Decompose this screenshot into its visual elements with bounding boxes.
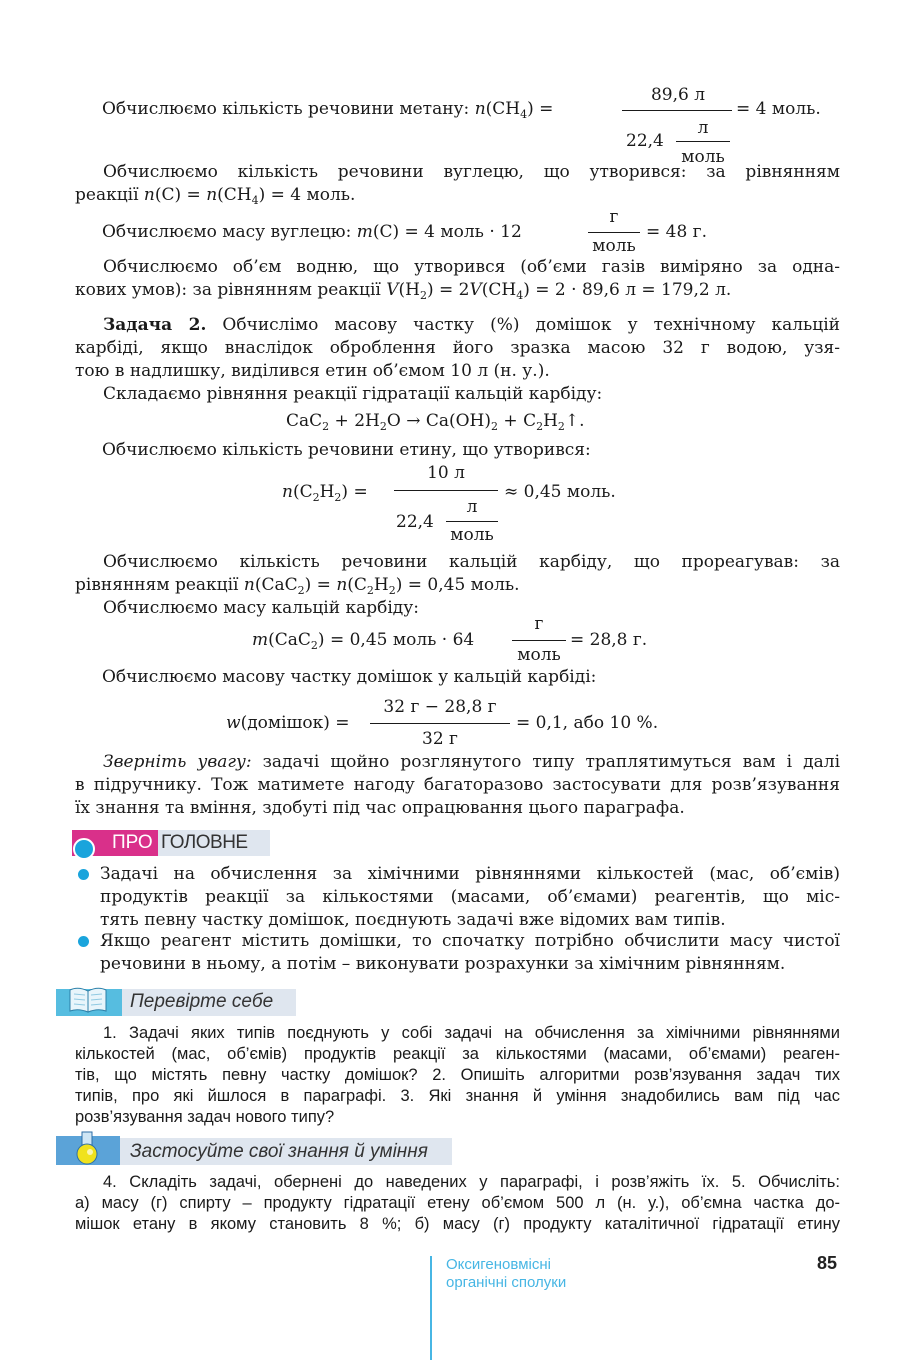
check-text [75, 1023, 840, 1128]
methane-lead [102, 99, 553, 119]
impurity-lhs: w(домішок) = [226, 713, 350, 733]
apply-text [75, 1172, 840, 1235]
ethyne-den-num: л [466, 497, 478, 517]
summary-bullet2 [100, 930, 840, 976]
ethyne-den-a: 22,4 [396, 512, 434, 532]
footer-divider [430, 1256, 432, 1360]
apply-line2: а) масу (г) спирту – продукту гідратації етену об’ємом 500 л (н. у.), об’ємна частка до- [75, 1194, 840, 1212]
methane-den-den: моль [681, 147, 725, 167]
summary-b1-line1: Задачі на обчислення за хімічними рівняннями кількостей (мас, об’ємів) [100, 864, 840, 884]
impurity-bar [370, 723, 510, 724]
methane-lhs: $n(CH_4)$ = [474, 99, 554, 121]
task2-line6: Обчислюємо кількість речовини кальцій карбіду, що прореагував: за [103, 552, 840, 572]
apply-title: Застосуйте свої знання й уміння [130, 1141, 428, 1162]
summary-b2-line2: речовини в ньому, а потім – виконувати розрахунки за хімічним рівнянням. [100, 954, 786, 974]
check-line3: тів, що містять певну частку домішок? 2. Опишіть алгоритми розв’язування задач тих [75, 1066, 840, 1084]
task2-line4: Складаємо рівняння реакції гідратації кальцій карбіду: [103, 384, 603, 404]
carbon-mass-num: г [609, 207, 619, 227]
note-paragraph [75, 751, 840, 820]
check-line1: 1. Задачі яких типів поєднують у собі задачі на обчислення за хімічними рівняннями [103, 1024, 840, 1042]
note-emphasis: Зверніть увагу: [103, 752, 252, 772]
ethyne-bar [394, 490, 498, 491]
carbon-amount-line1: Обчислюємо кількість речовини вуглецю, що утворився: за рівнянням [103, 162, 840, 182]
task2-line7: рівнянням реакції $n(CaC_2) = n(C_2H_2) = 0,45$ моль. [75, 575, 520, 597]
note-line3: їх знання та вміння, здобуті під час опрацювання цього параграфа. [75, 798, 685, 818]
note-line2: в підручнику. Тож матимете нагоду багаторазово застосувати для розв’язування [75, 775, 840, 795]
page-number: 85 [817, 1253, 838, 1273]
carbon-mass-bar [588, 232, 640, 233]
methane-result: = 4 моль. [736, 99, 821, 119]
bullet-2-icon [78, 936, 89, 947]
task2-paragraph [75, 314, 840, 406]
hydrogen-line2: кових умов): за рівнянням реакції $V(H_2) = 2V(CH_4) = 2 \cdot 89,6$ л = 179,2 л. [75, 280, 732, 302]
carbide-mass-num: г [534, 614, 544, 634]
task2-title: Задача 2. [103, 315, 207, 335]
carbon-mass-lead: Обчислюємо масу вуглецю: m(C) = 4 моль · 12 [102, 222, 522, 242]
bullet-1-icon [78, 869, 89, 880]
carbide-mass-bar [512, 640, 566, 641]
apply-line1: 4. Складіть задачі, обернені до наведених у параграфі, і розв’яжіть їх. 5. Обчисліть: [103, 1173, 840, 1191]
task2-line8: Обчислюємо масу кальцій карбіду: [103, 598, 419, 618]
note-line1: Зверніть увагу: задачі щойно розглянутого типу траплятимуться вам і далі [103, 752, 841, 772]
ethyne-den-den: моль [450, 525, 494, 545]
methane-denominator-a: 22,4 [626, 131, 664, 151]
impurity-den: 32 г [422, 729, 458, 749]
impurity-result: = 0,1, або 10 %. [516, 713, 659, 733]
methane-numerator: 89,6 л [650, 85, 706, 105]
task2-line1: Задача 2. Обчислімо масову частку (%) домішок у технічному кальцій [103, 315, 840, 335]
summary-b1-line3: тять певну частку домішок, поєднують задачі вже відомих вам типів. [100, 910, 726, 930]
carbon-amount-paragraph [75, 161, 840, 207]
carbon-amount-line2: реакції $n(C) = n(CH_4) = 4$ моль. [75, 185, 356, 207]
hydrogen-line1: Обчислюємо об’єм водню, що утворився (об’єми газів виміряно за одна- [103, 257, 840, 277]
check-title: Перевірте себе [130, 991, 274, 1012]
task2-line3: тою в надлишку, виділився етин об’ємом 10 л (н. у.). [75, 361, 550, 381]
methane-den-bar [676, 141, 730, 142]
ethyne-den-bar [446, 521, 498, 522]
summary-pro: ПРО [112, 832, 153, 853]
summary-bullet1 [100, 863, 840, 932]
carbide-mass-result: = 28,8 г. [570, 630, 648, 650]
methane-fraction-bar [622, 110, 732, 111]
apply-line3: мішок етану в якому становить 8 %; б) масу (г) продукту каталітичної гідратації етину [75, 1215, 840, 1233]
methane-lead-text: Обчислюємо кількість речовини метану: [102, 99, 475, 119]
summary-title: ГОЛОВНЕ [161, 832, 248, 853]
check-line5: розв’язування задач нового типу? [75, 1108, 335, 1126]
summary-b2-line1: Якщо реагент містить домішки, то спочатку потрібно обчислити масу чистої [100, 931, 840, 951]
methane-den-num: л [697, 118, 709, 138]
summary-b1-line2: продуктів реакції за кількостями (масами, об’ємами) реагентів, що міс- [100, 887, 840, 907]
flask-icon [56, 1130, 120, 1165]
hydrogen-paragraph [75, 256, 840, 302]
carbon-mass-den: моль [592, 236, 636, 256]
task2-carbide-paragraph [75, 551, 840, 620]
footer-section-line2: органічні сполуки [446, 1274, 567, 1291]
ethyne-num: 10 л [427, 463, 465, 483]
task2-line9: Обчислюємо масову частку домішок у кальцій карбіді: [102, 667, 597, 687]
carbide-mass-den: моль [517, 645, 561, 665]
ethyne-lhs: $n(C_2H_2)$ = [282, 482, 368, 504]
check-line4: типів, про які йшлося в параграфі. 3. Які знання й уміння знадобились вам під час [75, 1087, 840, 1105]
check-line2: кількостей (мас, об’ємів) продуктів реакції за кількостями (масами, об’ємами) реаген- [75, 1045, 840, 1063]
task2-line5: Обчислюємо кількість речовини етину, що утворився: [102, 440, 591, 460]
book-icon [56, 982, 122, 1016]
carbon-mass-result: = 48 г. [646, 222, 707, 242]
footer-section-line1: Оксигеновмісні [446, 1256, 551, 1273]
carbide-mass-lhs: m(CaC$_2$) = 0,45 моль · 64 [252, 630, 475, 652]
hydration-equation: $CaC_2 + 2H_2O \to Ca(OH)_2$ + $C_2H_2↑$. [286, 411, 585, 433]
summary-circle-icon [73, 838, 95, 860]
impurity-num: 32 г − 28,8 г [383, 697, 497, 717]
task2-line2: карбіді, якщо внаслідок оброблення його зразка масою 32 г водою, узя- [75, 338, 840, 358]
ethyne-result: ≈ 0,45 моль. [504, 482, 616, 502]
